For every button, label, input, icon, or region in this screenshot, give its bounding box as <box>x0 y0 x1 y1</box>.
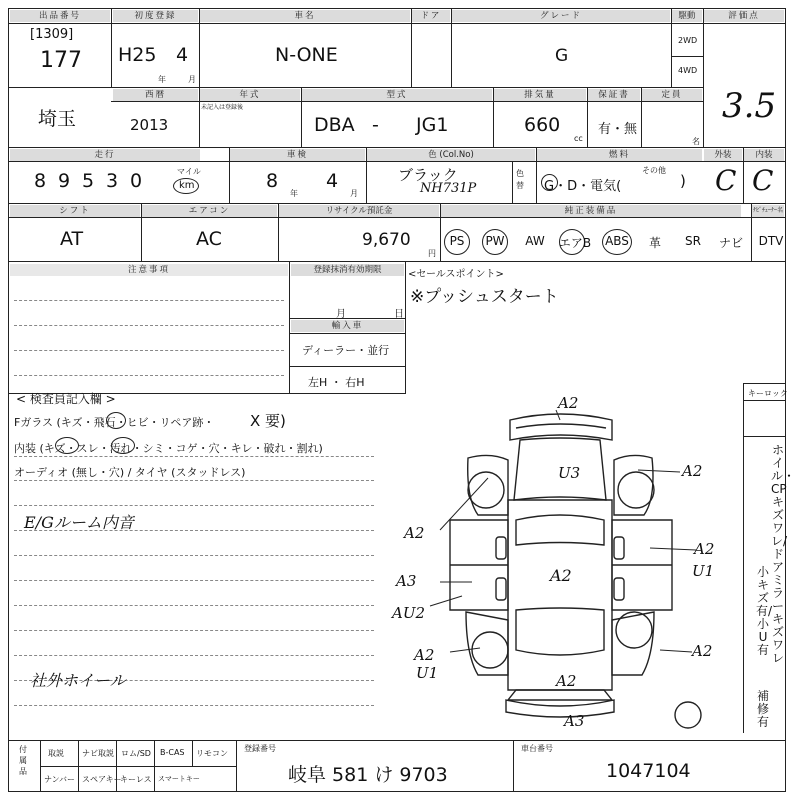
inspection-line2: 内装 (キズ・スレ・汚れ・シミ・コゲ・穴・キレ・破れ・割れ) <box>14 442 323 455</box>
warranty: 有・無 <box>598 122 638 137</box>
steering: 左H ・ 右H <box>308 376 365 389</box>
year: 2013 <box>130 116 169 134</box>
import-value: ディーラー・並行 <box>302 344 390 357</box>
equip-dtv: DTV <box>758 234 784 248</box>
color-change-label: 色替 <box>516 169 524 190</box>
year-unit: 年 <box>158 75 166 84</box>
shift-header: シフト <box>10 205 140 217</box>
first-reg-era-year: H25 <box>118 44 157 66</box>
seats-unit: 名 <box>692 137 700 146</box>
color: ブラック <box>398 166 458 184</box>
month-unit: 月 <box>188 75 196 84</box>
equip-sr: SR <box>685 234 701 248</box>
mileage-unit-mile: マイル <box>177 167 201 176</box>
lot-number-header: 出品番号 <box>10 10 110 22</box>
ac: AC <box>196 228 222 250</box>
color-code: NH731P <box>420 181 477 196</box>
grade-header: グレード <box>452 10 670 22</box>
inspection-line1-mark: X 要) <box>250 412 286 430</box>
option-navi-manual: ナビ取説 <box>82 749 114 758</box>
mark-left-rear-fender: A2 <box>414 646 435 664</box>
side-text-small: 小キズ有/小U有 <box>756 565 773 657</box>
mark-roof: A2 <box>550 566 572 585</box>
equip-leather: 革 <box>648 236 661 250</box>
option-keyless: キーレス <box>120 775 152 784</box>
option-manual: 取説 <box>48 749 64 758</box>
mileage-digits: 8 9 5 3 0 <box>33 170 143 192</box>
option-spare-key: スペアキー <box>82 775 122 784</box>
seats-header: 定員 <box>642 89 702 101</box>
model-prefix: DBA <box>314 114 355 136</box>
navi-type-header: ﾅﾋﾞﾁｭｰﾅｰ名 <box>752 205 784 217</box>
color-header: 色 (Col.No) <box>367 149 535 161</box>
cc-unit: cc <box>574 134 583 143</box>
capacity-note: 未記入は登録後 <box>201 104 244 111</box>
inspection-header: 車検 <box>230 149 365 161</box>
fuel-header: 燃料 <box>537 149 702 161</box>
option-bcas: B-CAS <box>160 748 185 757</box>
mark-front: A2 <box>558 394 579 412</box>
side-text-damage: ホイル・CPキズワレ/ドアミラーキズワレ <box>771 443 796 665</box>
mark-rear-bumper: A3 <box>564 712 585 730</box>
option-rom-sd: ロム/SD <box>121 749 151 758</box>
option-remote: リモコン <box>196 749 228 758</box>
score-header: 評価点 <box>704 10 784 22</box>
inspection-year-unit: 年 <box>290 189 298 198</box>
caution-header: 注意事項 <box>10 264 288 276</box>
mark-right-rear: A2 <box>692 642 713 660</box>
mileage-header: 走行 <box>10 149 200 161</box>
equip-pw: PW <box>485 234 505 248</box>
mileage-unit-km: km <box>179 180 195 191</box>
first-reg-header: 初度登録 <box>113 10 198 22</box>
shift: AT <box>60 228 84 250</box>
reg-number: 岐阜 581 け 9703 <box>288 764 448 786</box>
reg-expiry-header: 登録抹消有効期限 <box>291 264 404 276</box>
option-number: ナンバー <box>44 775 76 784</box>
displacement: 660 <box>524 114 561 136</box>
capacity-header: 年式 <box>200 89 300 101</box>
first-reg-month: 4 <box>176 44 189 66</box>
fuel: G・D・電気( <box>544 179 622 194</box>
sales-label: <セールスポイント> <box>408 269 504 280</box>
fuel-other: その他 <box>642 166 666 175</box>
warranty-header: 保証書 <box>588 89 640 101</box>
equip-abs: ABS <box>605 234 629 248</box>
key-lock-label: キーロック <box>748 389 788 398</box>
expiry-month: 月 <box>336 309 346 320</box>
option-smart-key: スマートキー <box>158 775 200 783</box>
ac-header: エアコン <box>142 205 277 217</box>
mark-hood: U3 <box>558 464 581 482</box>
interior-grade: C <box>752 164 774 197</box>
equip-aw: AW <box>525 234 545 248</box>
drive-4wd: 4WD <box>678 66 698 75</box>
mark-right-front-door: A2 <box>694 540 715 558</box>
mark-rear: A2 <box>556 672 577 690</box>
recycle-header: リサイクル預託金 <box>279 205 439 217</box>
car-name: N-ONE <box>275 44 338 66</box>
model-header: 型式 <box>302 89 492 101</box>
accessory-label: 付属品 <box>19 745 27 776</box>
yen-unit: 円 <box>428 249 436 258</box>
mark-left-rear-door: AU2 <box>392 604 426 622</box>
equipment-header: 純正装備品 <box>441 205 741 217</box>
exterior-header: 外装 <box>704 149 742 161</box>
equip-airbag: エアB <box>558 236 592 250</box>
equip-navi: ナビ <box>718 236 743 250</box>
expiry-day: 日 <box>394 309 404 320</box>
displacement-header: 排気量 <box>494 89 586 101</box>
inspection-line3: オーディオ (無し・穴) / タイヤ (スタッドレス) <box>14 466 246 479</box>
drive-header: 駆動 <box>672 10 702 22</box>
door-header: ドア <box>412 10 450 22</box>
chassis-number: 1047104 <box>606 760 691 782</box>
year-header: 西暦 <box>113 89 198 101</box>
model-dash: - <box>372 114 379 136</box>
mark-left-door: A3 <box>396 572 417 590</box>
inspection-month-unit: 月 <box>350 189 358 198</box>
recycle-amount: 9,670 <box>362 230 411 250</box>
lot-number: 177 <box>40 48 82 73</box>
sales-point: ※プッシュスタート <box>410 287 559 307</box>
import-header: 輸入車 <box>291 320 404 332</box>
side-text-repair: 補修有 <box>756 689 769 729</box>
mark-right-front-door-u: U1 <box>692 562 715 580</box>
mark-left-rear-fender-u: U1 <box>416 664 439 682</box>
hand-note-wheel: 社外ホイール <box>30 671 126 690</box>
score-value: 3.5 <box>722 86 777 126</box>
model-code: JG1 <box>416 114 449 136</box>
inspection-title: < 検査員記入欄 > <box>16 392 116 406</box>
lot-code: [1309] <box>30 27 74 42</box>
inspection-line1: Fガラス (キズ・飛石・ヒビ・リペア跡・ <box>14 416 215 429</box>
exterior-grade: C <box>715 164 737 197</box>
fuel-close: ) <box>680 172 686 190</box>
grade: G <box>555 46 569 66</box>
drive-2wd: 2WD <box>678 36 698 45</box>
reg-number-label: 登録番号 <box>244 744 276 753</box>
car-name-header: 車名 <box>200 10 410 22</box>
mark-left-front-fender: A2 <box>404 524 425 542</box>
interior-header: 内装 <box>744 149 784 161</box>
chassis-label: 車台番号 <box>521 744 553 753</box>
equip-ps: PS <box>449 234 465 248</box>
inspection-month: 4 <box>326 170 339 192</box>
mark-right-front-fender: A2 <box>682 462 703 480</box>
region: 埼玉 <box>38 108 77 130</box>
inspection-year: 8 <box>266 170 279 192</box>
hand-note-engine-noise: E/Gルーム内音 <box>24 513 134 532</box>
